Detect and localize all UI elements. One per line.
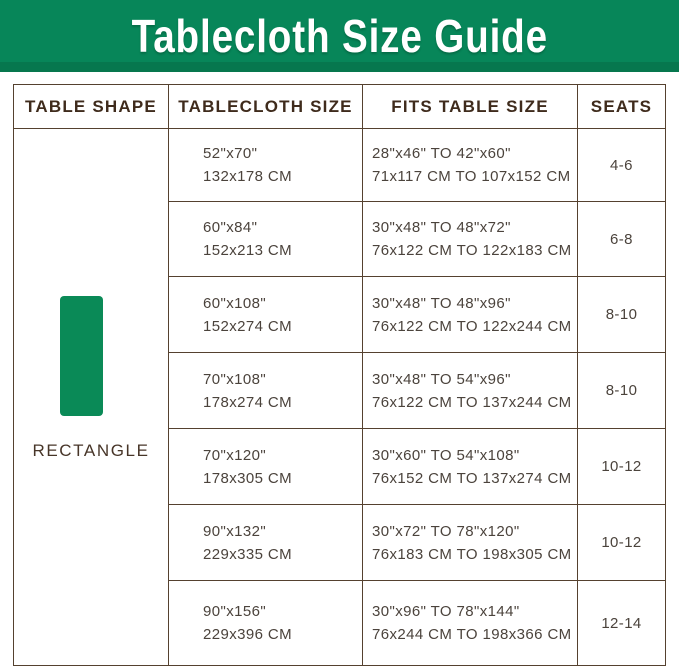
tablecloth-size-cell (169, 129, 363, 202)
seats-cell: 10-12 (578, 429, 666, 505)
size-cm: 229x396 CM (203, 626, 293, 643)
fits-cm: 76x122 CM TO 122x244 CM (372, 317, 572, 335)
seats-cell: 12-14 (578, 581, 666, 666)
fits-inches: 30"x48" TO 48"x72" (372, 219, 511, 236)
tablecloth-size-cell (169, 429, 363, 505)
fits-inches: 30"x96" TO 78"x144" (372, 603, 520, 620)
rectangle-shape-icon (60, 296, 103, 416)
size-cm: 132x178 CM (203, 168, 293, 185)
fits-cm: 76x122 CM TO 122x183 CM (372, 242, 572, 259)
fits-table-size-cell (363, 353, 578, 429)
fits-table-size-cell (363, 429, 578, 505)
size-inches: 70"x120" (203, 446, 267, 464)
size-guide-table (13, 84, 666, 666)
fits-inches: 30"x48" TO 48"x96" (372, 294, 511, 312)
fits-cm: 76x244 CM TO 198x366 CM (372, 626, 572, 643)
tablecloth-size-cell (169, 353, 363, 429)
seats-cell: 8-10 (578, 277, 666, 353)
table-shape-cell (14, 129, 169, 666)
header-row (14, 85, 666, 129)
tablecloth-size-cell (169, 581, 363, 666)
fits-cm: 76x122 CM TO 137x244 CM (372, 393, 572, 411)
size-inches: 70"x108" (203, 370, 267, 388)
fits-table-size-cell (363, 202, 578, 277)
page-title: Tablecloth Size Guide (131, 10, 548, 62)
size-cm: 152x213 CM (203, 242, 293, 259)
seats-cell: 4-6 (578, 129, 666, 202)
seats-cell: 6-8 (578, 202, 666, 277)
table-row (14, 129, 666, 202)
seats-cell: 8-10 (578, 353, 666, 429)
col-header-seats: SEATS (578, 85, 666, 129)
size-inches: 60"x84" (203, 219, 258, 236)
fits-cm: 71x117 CM TO 107x152 CM (372, 168, 571, 185)
col-header-tablecloth-size: TABLECLOTH SIZE (169, 85, 363, 129)
fits-cm: 76x152 CM TO 137x274 CM (372, 469, 572, 487)
fits-inches: 30"x72" TO 78"x120" (372, 522, 520, 540)
size-cm: 178x305 CM (203, 469, 293, 487)
fits-inches: 28"x46" TO 42"x60" (372, 145, 511, 162)
col-header-table-shape: TABLE SHAPE (14, 85, 169, 129)
size-cm: 152x274 CM (203, 317, 293, 335)
size-cm: 229x335 CM (203, 545, 293, 563)
size-inches: 90"x156" (203, 603, 267, 620)
tablecloth-size-cell (169, 277, 363, 353)
tablecloth-size-cell (169, 202, 363, 277)
fits-inches: 30"x48" TO 54"x96" (372, 370, 511, 388)
size-inches: 90"x132" (203, 522, 267, 540)
fits-table-size-cell (363, 505, 578, 581)
shape-label: RECTANGLE (32, 441, 150, 460)
fits-table-size-cell (363, 277, 578, 353)
fits-inches: 30"x60" TO 54"x108" (372, 446, 520, 464)
seats-cell: 10-12 (578, 505, 666, 581)
tablecloth-size-cell (169, 505, 363, 581)
size-cm: 178x274 CM (203, 393, 293, 411)
size-inches: 60"x108" (203, 294, 267, 312)
size-inches: 52"x70" (203, 145, 258, 162)
fits-table-size-cell (363, 581, 578, 666)
fits-cm: 76x183 CM TO 198x305 CM (372, 545, 572, 563)
fits-table-size-cell (363, 129, 578, 202)
title-banner (0, 0, 679, 72)
col-header-fits-table-size: FITS TABLE SIZE (363, 85, 578, 129)
